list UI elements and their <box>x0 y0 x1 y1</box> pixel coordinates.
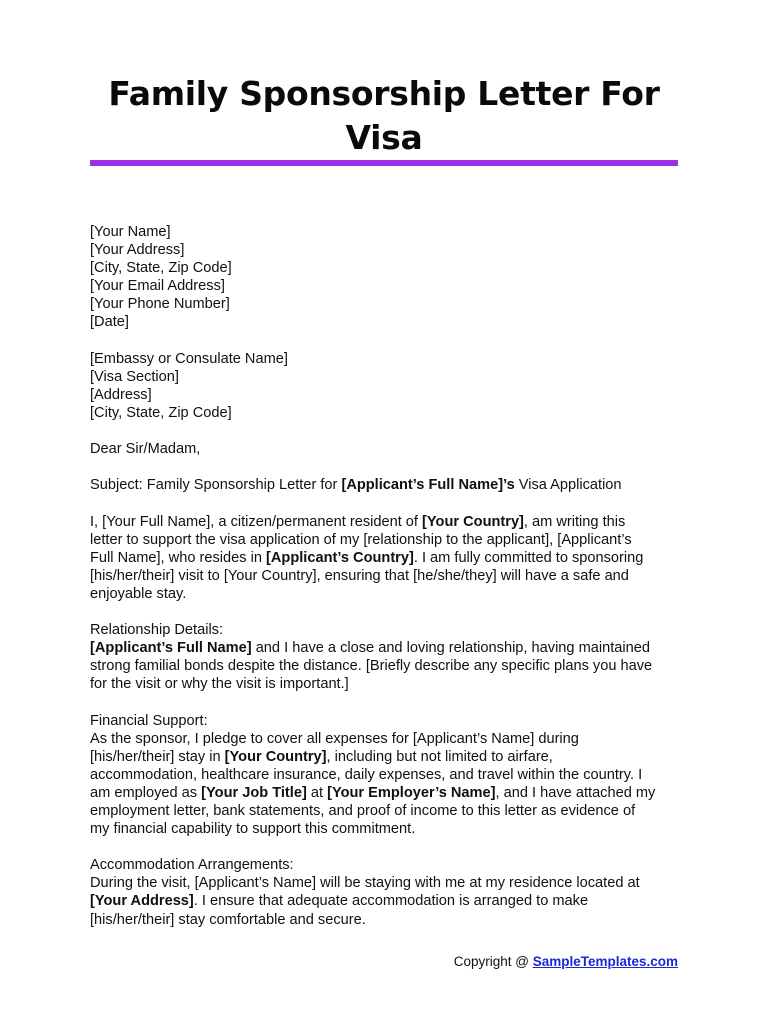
financial-line: my financial capability to support this commitment. <box>90 821 416 838</box>
recipient-block <box>90 350 690 422</box>
spacer <box>90 422 690 440</box>
intro-paragraph <box>90 513 690 603</box>
sender-email: [Your Email Address] <box>90 278 225 295</box>
text-span: Full Name], who resides in <box>90 549 267 566</box>
sender-block <box>90 223 690 332</box>
financial-heading: Financial Support: <box>90 712 208 729</box>
accommodation-section <box>90 856 690 928</box>
bold-span: [Your Country] <box>422 513 524 530</box>
financial-line <box>90 784 690 802</box>
text-span: . I am fully committed to sponsoring <box>413 549 644 566</box>
financial-line <box>90 748 690 766</box>
subject-suffix: Visa Application <box>514 477 622 494</box>
accommodation-line: During the visit, [Applicant’s Name] will be staying with me at my residence located at <box>90 875 640 892</box>
spacer <box>90 838 690 856</box>
sender-phone: [Your Phone Number] <box>90 296 230 313</box>
sampletemplates-link[interactable]: SampleTemplates.com <box>532 954 678 969</box>
text-span: I, [Your Full Name], a citizen/permanent resident of <box>90 513 423 530</box>
subject-line <box>90 476 690 494</box>
text-span: am employed as <box>90 784 202 801</box>
copyright-footer <box>454 953 678 971</box>
intro-line: enjoyable stay. <box>90 585 187 602</box>
bold-span: [Applicant’s Country] <box>266 549 414 566</box>
sender-address: [Your Address] <box>90 242 185 259</box>
bold-span: [Your Country] <box>224 748 327 765</box>
bold-span: [Your Address] <box>90 893 194 910</box>
text-span: at <box>306 784 328 801</box>
relationship-line <box>90 639 690 657</box>
spacer <box>90 332 690 350</box>
letter-body <box>90 223 690 929</box>
relationship-section <box>90 621 690 693</box>
sender-name: [Your Name] <box>90 224 171 240</box>
financial-section <box>90 712 690 839</box>
sender-city: [City, State, Zip Code] <box>90 260 232 277</box>
bold-span: [Your Job Title] <box>201 784 307 801</box>
subject-applicant: [Applicant’s Full Name]’s <box>341 477 515 494</box>
spacer <box>90 458 690 476</box>
accommodation-heading: Accommodation Arrangements: <box>90 857 294 874</box>
intro-line: letter to support the visa application of my [relationship to the applicant], [Applicant’s <box>90 531 632 548</box>
title-line-1: Family Sponsorship Letter For <box>108 74 660 113</box>
spacer <box>90 603 690 621</box>
text-span: and I have a close and loving relationship, having maintained <box>251 640 650 657</box>
intro-line: [his/her/their] visit to [Your Country], ensuring that [he/she/they] will have a safe and <box>90 567 629 584</box>
recipient-embassy: [Embassy or Consulate Name] <box>90 350 288 367</box>
title-line-2: Visa <box>345 118 423 157</box>
financial-line: accommodation, healthcare insurance, daily expenses, and travel within the country. I <box>90 766 643 783</box>
bold-span: [Your Employer’s Name] <box>327 784 496 801</box>
copyright-prefix: Copyright @ <box>453 954 533 969</box>
text-span: , including but not limited to airfare, <box>326 748 553 765</box>
accommodation-line: [his/her/their] stay comfortable and secure. <box>90 911 366 928</box>
relationship-line: for the visit or why the visit is important.] <box>90 676 349 693</box>
text-span: , and I have attached my <box>495 784 656 801</box>
salutation: Dear Sir/Madam, <box>90 441 201 458</box>
intro-line <box>90 549 690 567</box>
relationship-heading: Relationship Details: <box>90 622 224 639</box>
intro-line <box>90 513 690 531</box>
financial-line: employment letter, bank statements, and proof of income to this letter as evidence of <box>90 803 636 819</box>
recipient-address: [Address] <box>90 386 152 403</box>
relationship-line: strong familial bonds despite the distance. [Briefly describe any specific plans you have <box>90 658 653 675</box>
title-underline <box>90 160 678 166</box>
subject-prefix: Subject: Family Sponsorship Letter for <box>90 477 342 494</box>
text-span: . I ensure that adequate accommodation is arranged to make <box>193 893 589 910</box>
page-title <box>90 72 678 160</box>
spacer <box>90 494 690 512</box>
financial-line: As the sponsor, I pledge to cover all expenses for [Applicant’s Name] during <box>90 730 579 747</box>
recipient-city: [City, State, Zip Code] <box>90 404 232 421</box>
bold-span: [Applicant’s Full Name] <box>90 640 252 657</box>
spacer <box>90 693 690 711</box>
sender-date: [Date] <box>90 314 129 331</box>
text-span: [his/her/their] stay in <box>90 748 225 765</box>
text-span: , am writing this <box>523 513 626 530</box>
accommodation-line <box>90 892 690 910</box>
recipient-section: [Visa Section] <box>90 368 179 385</box>
